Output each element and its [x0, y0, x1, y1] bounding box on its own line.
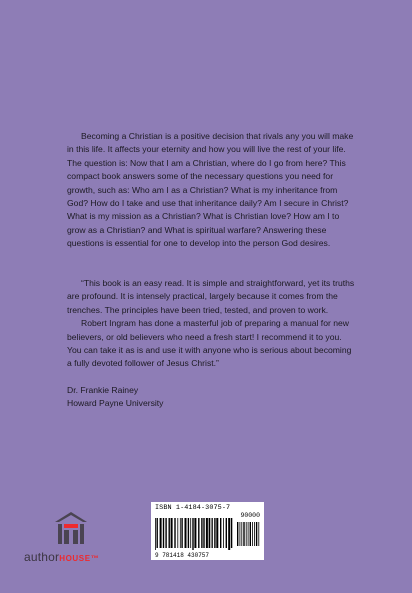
- publisher-logo: [24, 510, 124, 570]
- endorser-affiliation: Howard Payne University: [67, 398, 164, 409]
- description-paragraph: Becoming a Christian is a positive decision that rivals any you will make in this life. It affects your eternity and how you will live the rest of your life. The question is: Now that I am a Christian, where do I go from here? This compact book answers some of the necessary questions you need for growth, such as: Who am I as a Christian? What is my inheritance from God? How do I take and use that inheritance daily? Am I secure in Christ? What is my mission as a Christian? What is Christian love? How am I to grow as a Christian? and What is spiritual warfare? Answering these questions is essential for one to develop into the person God desires.: [67, 131, 354, 249]
- publisher-name-house: HOUSE: [59, 554, 91, 563]
- publisher-name: [24, 550, 99, 564]
- book-description: [67, 130, 357, 251]
- trademark-symbol: ™: [90, 554, 100, 563]
- barcode-block: [151, 502, 264, 560]
- ean-number: 9 781418 430757: [155, 552, 210, 559]
- endorsement-signature: [67, 384, 357, 411]
- endorsement-quote: [67, 277, 357, 371]
- endorsement-paragraph-2: Robert Ingram has done a masterful job of preparing a manual for new believers, or old believers who need a fresh start! I recommend it to you. You can take it as is and use it with anyone who is serious about becoming a fully devoted follower of Jesus Christ.”: [67, 318, 352, 369]
- isbn-number: ISBN 1-4184-3075-7: [155, 504, 231, 512]
- price-code: 90000: [240, 512, 260, 519]
- publisher-name-author: author: [24, 550, 60, 564]
- endorsement-paragraph-1: “This book is an easy read. It is simple and straightforward, yet its truths are profound. It is intensely practical, largely because it comes from the trenches. The principles have been tried, tested, and proven to work.: [67, 278, 355, 315]
- barcode-bars: [155, 518, 260, 551]
- authorhouse-logo-icon: [52, 510, 90, 548]
- endorser-name: Dr. Frankie Rainey: [67, 385, 139, 395]
